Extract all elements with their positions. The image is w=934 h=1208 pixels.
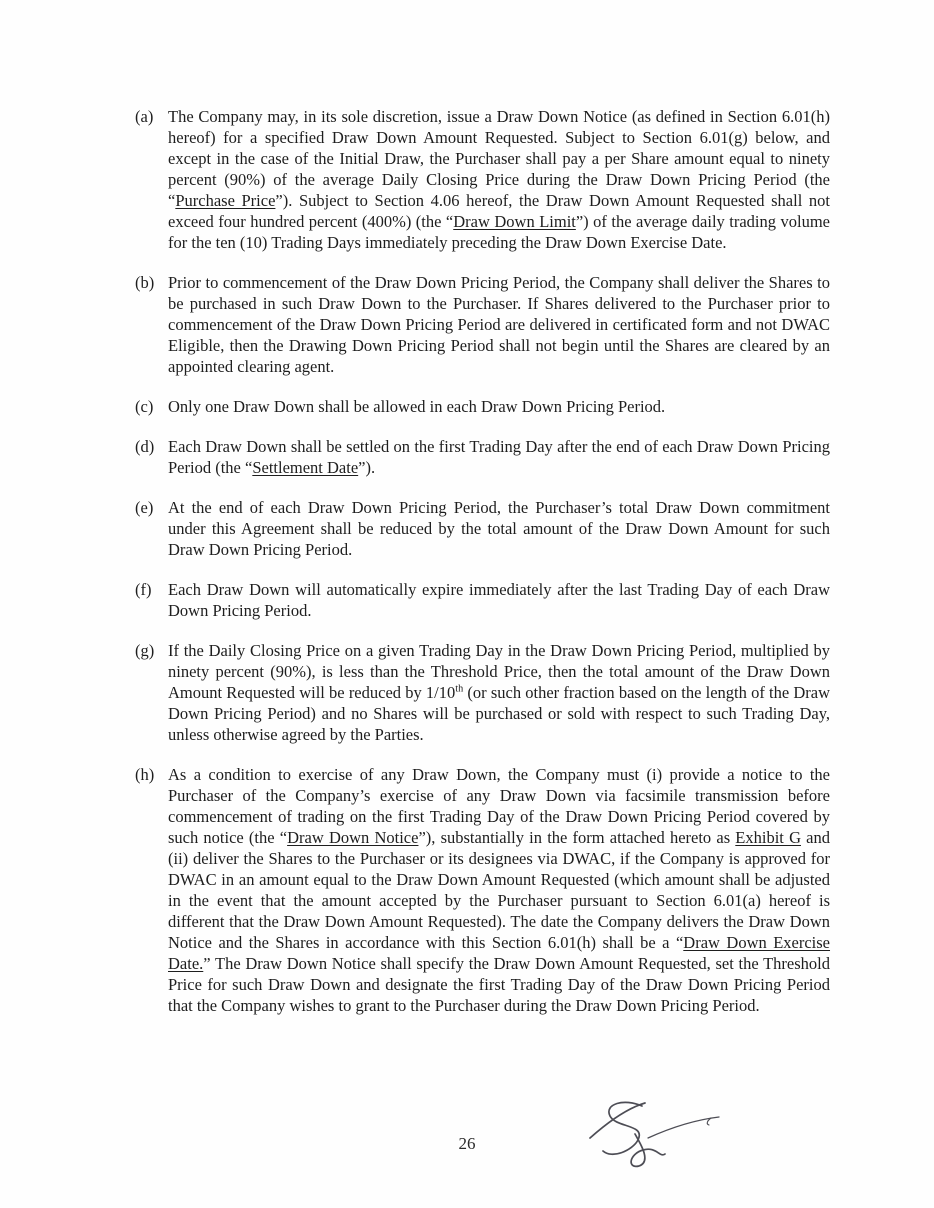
paragraph-body: Each Draw Down shall be settled on the first Trading Day after the end of each Draw Down Pricing Period (the “Settlement Date”). bbox=[168, 437, 830, 477]
paragraph-f bbox=[135, 579, 830, 621]
paragraph-label: (c) bbox=[135, 397, 154, 416]
document-body bbox=[135, 106, 830, 1035]
paragraph-label: (e) bbox=[135, 498, 154, 517]
paragraph-h bbox=[135, 764, 830, 1016]
paragraph-label: (f) bbox=[135, 580, 152, 599]
paragraph-label: (b) bbox=[135, 273, 155, 292]
page-number: 26 bbox=[458, 1134, 476, 1153]
paragraph-c bbox=[135, 396, 830, 417]
paragraph-body: Each Draw Down will automatically expire immediately after the last Trading Day of each Draw Down Pricing Period. bbox=[168, 580, 830, 620]
paragraph-g bbox=[135, 640, 830, 745]
signature-scribble-icon bbox=[580, 1096, 728, 1178]
paragraph-d bbox=[135, 436, 830, 478]
paragraph-label: (a) bbox=[135, 107, 154, 126]
paragraph-label: (d) bbox=[135, 437, 155, 456]
paragraph-label: (g) bbox=[135, 641, 155, 660]
paragraph-b bbox=[135, 272, 830, 377]
paragraph-body: Prior to commencement of the Draw Down Pricing Period, the Company shall deliver the Shares to be purchased in such Draw Down to the Purchaser. If Shares delivered to the Purchaser prior to commencement of the Draw Down Pricing Period are delivered in certificated form and not DWAC Eligible, then the Drawing Down Pricing Period shall not begin until the Shares are cleared by an appointed clearing agent. bbox=[168, 273, 830, 376]
paragraph-label: (h) bbox=[135, 765, 155, 784]
paragraph-e bbox=[135, 497, 830, 560]
paragraph-body: Only one Draw Down shall be allowed in each Draw Down Pricing Period. bbox=[168, 397, 666, 416]
paragraph-body: The Company may, in its sole discretion, issue a Draw Down Notice (as defined in Section 6.01(h) hereof) for a specified Draw Down Amount Requested. Subject to Section 6.01(g) below, and except in the case of the Initial Draw, the Purchaser shall pay a per Share amount equal to ninety percent (90%) of the average Daily Closing Price during the Draw Down Pricing Period (the “Purchase Price”). Subject to Section 4.06 hereof, the Draw Down Amount Requested shall not exceed four hundred percent (400%) (the “Draw Down Limit”) of the average daily trading volume for the ten (10) Trading Days immediately preceding the Draw Down Exercise Date. bbox=[168, 107, 830, 252]
paragraph-body: As a condition to exercise of any Draw Down, the Company must (i) provide a notice to the Purchaser of the Company’s exercise of any Draw Down via facsimile transmission before commencement of trading on the first Trading Day of the Draw Down Pricing Period covered by such notice (the “Draw Down Notice”), substantially in the form attached hereto as Exhibit G and (ii) deliver the Shares to the Purchaser or its designees via DWAC, if the Company is approved for DWAC in an amount equal to the Draw Down Amount Requested (which amount shall be adjusted in the event that the amount accepted by the Purchaser pursuant to Section 6.01(a) hereof is different that the Draw Down Amount Requested). The date the Company delivers the Draw Down Notice and the Shares in accordance with this Section 6.01(h) shall be a “Draw Down Exercise Date.” The Draw Down Notice shall specify the Draw Down Amount Requested, set the Threshold Price for such Draw Down and designate the first Trading Day of the Draw Down Pricing Period that the Company wishes to grant to the Purchaser during the Draw Down Pricing Period. bbox=[168, 765, 831, 1015]
paragraph-a bbox=[135, 106, 830, 253]
paragraph-body: At the end of each Draw Down Pricing Period, the Purchaser’s total Draw Down commitment under this Agreement shall be reduced by the total amount of the Draw Down Amount for such Draw Down Pricing Period. bbox=[168, 498, 830, 559]
paragraph-body: If the Daily Closing Price on a given Trading Day in the Draw Down Pricing Period, multiplied by ninety percent (90%), is less than the Threshold Price, then the total amount of the Draw Down Amount Requested will be reduced by 1/10th (or such other fraction based on the length of the Draw Down Pricing Period) and no Shares will be purchased or sold with respect to such Trading Day, unless otherwise agreed by the Parties. bbox=[168, 641, 830, 744]
